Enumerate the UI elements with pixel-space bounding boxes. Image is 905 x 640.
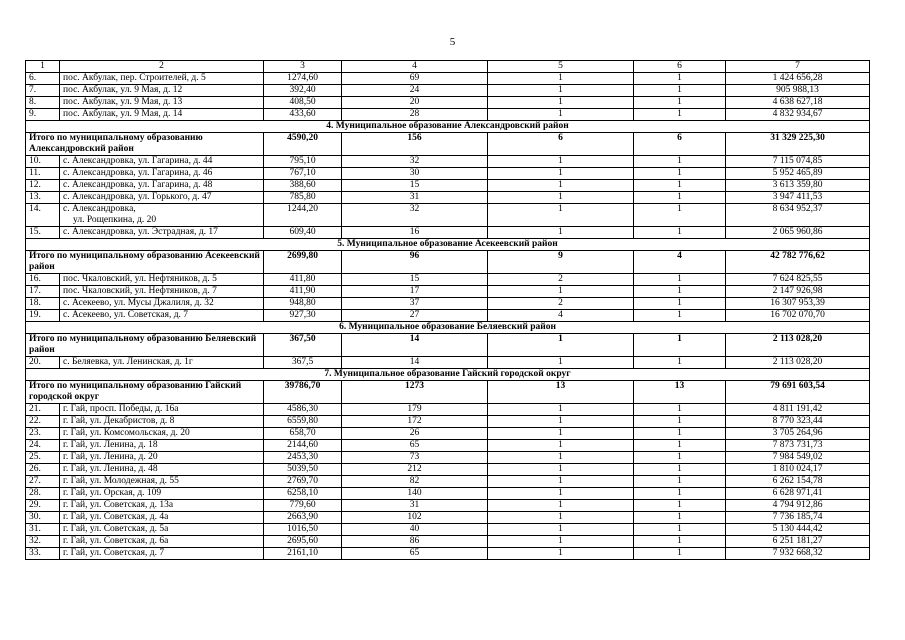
table-row — [26, 440, 870, 452]
header-row — [26, 61, 870, 73]
table-row — [26, 192, 870, 204]
col5-cell: 2 — [488, 298, 634, 310]
area-cell: 408,50 — [264, 97, 342, 109]
row-number: 26. — [26, 464, 60, 476]
people-cell: 14 — [342, 357, 488, 369]
area-cell: 948,80 — [264, 298, 342, 310]
row-number: 18. — [26, 298, 60, 310]
total-col6: 1 — [634, 334, 726, 357]
address-cell: пос. Акбулак, ул. 9 Мая, д. 12 — [60, 85, 264, 97]
header-cell: 5 — [488, 61, 634, 73]
table-row — [26, 286, 870, 298]
row-number: 15. — [26, 227, 60, 239]
table-row — [26, 500, 870, 512]
col6-cell: 1 — [634, 476, 726, 488]
address-cell: г. Гай, ул. Советская, д. 13а — [60, 500, 264, 512]
people-cell: 26 — [342, 428, 488, 440]
col5-cell: 1 — [488, 85, 634, 97]
header-cell: 4 — [342, 61, 488, 73]
row-number: 7. — [26, 85, 60, 97]
address-cell: г. Гай, ул. Декабристов, д. 8 — [60, 416, 264, 428]
table-body — [26, 61, 870, 560]
col6-cell: 1 — [634, 404, 726, 416]
row-number: 13. — [26, 192, 60, 204]
section-title: 4. Муниципальное образование Александровский район — [26, 121, 870, 133]
table-row — [26, 168, 870, 180]
address-cell: с. Александровка, ул. Гагарина, д. 48 — [60, 180, 264, 192]
address-cell: г. Гай, ул. Орская, д. 109 — [60, 488, 264, 500]
total-people: 1273 — [342, 381, 488, 404]
total-row — [26, 251, 870, 274]
col5-cell: 1 — [488, 524, 634, 536]
address-cell: с. Асекеево, ул. Советская, д. 7 — [60, 310, 264, 322]
table-row — [26, 85, 870, 97]
row-number: 29. — [26, 500, 60, 512]
col6-cell: 1 — [634, 73, 726, 85]
cost-cell: 2 147 926,98 — [726, 286, 870, 298]
area-cell: 4586,30 — [264, 404, 342, 416]
people-cell: 102 — [342, 512, 488, 524]
section-row — [26, 322, 870, 334]
people-cell: 31 — [342, 192, 488, 204]
row-number: 33. — [26, 548, 60, 560]
people-cell: 24 — [342, 85, 488, 97]
row-number: 9. — [26, 109, 60, 121]
total-row — [26, 334, 870, 357]
area-cell: 411,80 — [264, 274, 342, 286]
people-cell: 31 — [342, 500, 488, 512]
total-cost: 2 113 028,20 — [726, 334, 870, 357]
col5-cell: 1 — [488, 512, 634, 524]
cost-cell: 5 130 444,42 — [726, 524, 870, 536]
total-area: 2699,80 — [264, 251, 342, 274]
row-number: 20. — [26, 357, 60, 369]
row-number: 11. — [26, 168, 60, 180]
col6-cell: 1 — [634, 97, 726, 109]
cost-cell: 6 251 181,27 — [726, 536, 870, 548]
col6-cell: 1 — [634, 428, 726, 440]
cost-cell: 4 794 912,86 — [726, 500, 870, 512]
address-cell: г. Гай, ул. Ленина, д. 20 — [60, 452, 264, 464]
row-number: 27. — [26, 476, 60, 488]
col6-cell: 1 — [634, 310, 726, 322]
row-number: 16. — [26, 274, 60, 286]
col5-cell: 1 — [488, 180, 634, 192]
col5-cell: 1 — [488, 73, 634, 85]
area-cell: 1016,50 — [264, 524, 342, 536]
cost-cell: 7 932 668,32 — [726, 548, 870, 560]
people-cell: 172 — [342, 416, 488, 428]
total-col5: 9 — [488, 251, 634, 274]
total-row — [26, 381, 870, 404]
col6-cell: 1 — [634, 180, 726, 192]
col5-cell: 1 — [488, 500, 634, 512]
cost-cell: 4 811 191,42 — [726, 404, 870, 416]
col6-cell: 1 — [634, 286, 726, 298]
area-cell: 2144,60 — [264, 440, 342, 452]
header-cell: 6 — [634, 61, 726, 73]
address-cell: г. Гай, ул. Молодежная, д. 55 — [60, 476, 264, 488]
col5-cell: 1 — [488, 464, 634, 476]
cost-cell: 8 770 323,44 — [726, 416, 870, 428]
table-row — [26, 488, 870, 500]
area-cell: 1274,60 — [264, 73, 342, 85]
people-cell: 37 — [342, 298, 488, 310]
total-col6: 6 — [634, 133, 726, 156]
col6-cell: 1 — [634, 440, 726, 452]
area-cell: 367,5 — [264, 357, 342, 369]
header-cell: 2 — [60, 61, 264, 73]
col5-cell: 1 — [488, 440, 634, 452]
cost-cell: 1 424 656,28 — [726, 73, 870, 85]
people-cell: 17 — [342, 286, 488, 298]
page-number: 5 — [449, 36, 456, 48]
row-number: 23. — [26, 428, 60, 440]
address-cell — [60, 204, 264, 227]
table-row — [26, 524, 870, 536]
table-row — [26, 180, 870, 192]
cost-cell: 7 115 074,85 — [726, 156, 870, 168]
total-col5: 13 — [488, 381, 634, 404]
col5-cell: 1 — [488, 168, 634, 180]
table-row — [26, 464, 870, 476]
cost-cell: 7 984 549,02 — [726, 452, 870, 464]
address-cell: г. Гай, ул. Советская, д. 4а — [60, 512, 264, 524]
area-cell: 927,30 — [264, 310, 342, 322]
registry-table — [25, 60, 870, 560]
total-area: 4590,20 — [264, 133, 342, 156]
row-number: 22. — [26, 416, 60, 428]
header-cell: 3 — [264, 61, 342, 73]
section-row — [26, 121, 870, 133]
address-line-2: ул. Рощепкина, д. 20 — [73, 215, 157, 225]
table-row — [26, 73, 870, 85]
cost-cell: 2 113 028,20 — [726, 357, 870, 369]
cost-cell: 1 810 024,17 — [726, 464, 870, 476]
section-title: 7. Муниципальное образование Гайский городской округ — [26, 369, 870, 381]
address-cell: г. Гай, ул. Ленина, д. 18 — [60, 440, 264, 452]
address-cell: пос. Акбулак, ул. 9 Мая, д. 14 — [60, 109, 264, 121]
area-cell: 1244,20 — [264, 204, 342, 227]
row-number: 31. — [26, 524, 60, 536]
row-number: 8. — [26, 97, 60, 109]
section-row — [26, 239, 870, 251]
people-cell: 65 — [342, 548, 488, 560]
col6-cell: 1 — [634, 156, 726, 168]
row-number: 19. — [26, 310, 60, 322]
row-number: 14. — [26, 204, 60, 227]
col6-cell: 1 — [634, 416, 726, 428]
area-cell: 785,80 — [264, 192, 342, 204]
area-cell: 2695,60 — [264, 536, 342, 548]
row-number: 21. — [26, 404, 60, 416]
total-label: Итого по муниципальному образованию Асекеевский район — [26, 251, 264, 274]
people-cell: 16 — [342, 227, 488, 239]
col5-cell: 1 — [488, 109, 634, 121]
cost-cell: 4 638 627,18 — [726, 97, 870, 109]
cost-cell: 16 307 953,39 — [726, 298, 870, 310]
total-cost: 31 329 225,30 — [726, 133, 870, 156]
row-number: 17. — [26, 286, 60, 298]
address-line-1: с. Александровка, — [63, 204, 136, 214]
people-cell: 32 — [342, 156, 488, 168]
col5-cell: 1 — [488, 416, 634, 428]
col6-cell: 1 — [634, 192, 726, 204]
area-cell: 2453,30 — [264, 452, 342, 464]
section-title: 5. Муниципальное образование Асекеевский район — [26, 239, 870, 251]
cost-cell: 2 065 960,86 — [726, 227, 870, 239]
col6-cell: 1 — [634, 274, 726, 286]
cost-cell: 5 952 465,89 — [726, 168, 870, 180]
col6-cell: 1 — [634, 488, 726, 500]
col5-cell: 1 — [488, 488, 634, 500]
table-row — [26, 109, 870, 121]
people-cell: 140 — [342, 488, 488, 500]
area-cell: 6559,80 — [264, 416, 342, 428]
total-col5: 1 — [488, 334, 634, 357]
cost-cell: 4 832 934,67 — [726, 109, 870, 121]
col6-cell: 1 — [634, 512, 726, 524]
row-number: 10. — [26, 156, 60, 168]
area-cell: 658,70 — [264, 428, 342, 440]
address-cell: с. Александровка, ул. Гагарина, д. 46 — [60, 168, 264, 180]
people-cell: 15 — [342, 180, 488, 192]
cost-cell: 16 702 070,70 — [726, 310, 870, 322]
header-cell: 1 — [26, 61, 60, 73]
col5-cell: 1 — [488, 404, 634, 416]
area-cell: 767,10 — [264, 168, 342, 180]
col5-cell: 1 — [488, 536, 634, 548]
total-area: 367,50 — [264, 334, 342, 357]
col5-cell: 1 — [488, 286, 634, 298]
area-cell: 779,60 — [264, 500, 342, 512]
cost-cell: 7 873 731,73 — [726, 440, 870, 452]
table-row — [26, 548, 870, 560]
table-row — [26, 536, 870, 548]
area-cell: 2161,10 — [264, 548, 342, 560]
total-people: 156 — [342, 133, 488, 156]
section-row — [26, 369, 870, 381]
area-cell: 388,60 — [264, 180, 342, 192]
table-row — [26, 428, 870, 440]
people-cell: 86 — [342, 536, 488, 548]
table-row — [26, 156, 870, 168]
people-cell: 65 — [342, 440, 488, 452]
total-col6: 13 — [634, 381, 726, 404]
col5-cell: 1 — [488, 204, 634, 227]
cost-cell: 7 736 185,74 — [726, 512, 870, 524]
cost-cell: 6 262 154,78 — [726, 476, 870, 488]
area-cell: 433,60 — [264, 109, 342, 121]
cost-cell: 3 613 359,80 — [726, 180, 870, 192]
people-cell: 40 — [342, 524, 488, 536]
table-row — [26, 204, 870, 227]
address-cell: пос. Акбулак, пер. Строителей, д. 5 — [60, 73, 264, 85]
table-row — [26, 298, 870, 310]
table-row — [26, 357, 870, 369]
address-cell: г. Гай, ул. Советская, д. 7 — [60, 548, 264, 560]
cost-cell: 3 947 411,53 — [726, 192, 870, 204]
col6-cell: 1 — [634, 524, 726, 536]
address-cell: пос. Чкаловский, ул. Нефтяников, д. 7 — [60, 286, 264, 298]
row-number: 32. — [26, 536, 60, 548]
col6-cell: 1 — [634, 452, 726, 464]
table-row — [26, 452, 870, 464]
col5-cell: 1 — [488, 357, 634, 369]
total-people: 96 — [342, 251, 488, 274]
cost-cell: 905 988,13 — [726, 85, 870, 97]
total-row — [26, 133, 870, 156]
address-cell: пос. Чкаловский, ул. Нефтяников, д. 5 — [60, 274, 264, 286]
address-cell: пос. Акбулак, ул. 9 Мая, д. 13 — [60, 97, 264, 109]
row-number: 24. — [26, 440, 60, 452]
col6-cell: 1 — [634, 500, 726, 512]
table-row — [26, 476, 870, 488]
col6-cell: 1 — [634, 227, 726, 239]
cost-cell: 7 624 825,55 — [726, 274, 870, 286]
table-row — [26, 227, 870, 239]
col6-cell: 1 — [634, 109, 726, 121]
row-number: 28. — [26, 488, 60, 500]
people-cell: 69 — [342, 73, 488, 85]
row-number: 6. — [26, 73, 60, 85]
people-cell: 73 — [342, 452, 488, 464]
address-cell: г. Гай, ул. Комсомольская, д. 20 — [60, 428, 264, 440]
address-cell: с. Асекеево, ул. Мусы Джалиля, д. 32 — [60, 298, 264, 310]
cost-cell: 6 628 971,41 — [726, 488, 870, 500]
col6-cell: 1 — [634, 298, 726, 310]
area-cell: 2769,70 — [264, 476, 342, 488]
people-cell: 27 — [342, 310, 488, 322]
col6-cell: 1 — [634, 85, 726, 97]
col5-cell: 4 — [488, 310, 634, 322]
table-row — [26, 416, 870, 428]
table-row — [26, 310, 870, 322]
address-cell: с. Александровка, ул. Горького, д. 47 — [60, 192, 264, 204]
section-title: 6. Муниципальное образование Беляевский район — [26, 322, 870, 334]
col5-cell: 1 — [488, 156, 634, 168]
table-row — [26, 97, 870, 109]
address-cell: с. Александровка, ул. Эстрадная, д. 17 — [60, 227, 264, 239]
address-cell: г. Гай, просп. Победы, д. 16а — [60, 404, 264, 416]
row-number: 30. — [26, 512, 60, 524]
total-label: Итого по муниципальному образованию Александровский район — [26, 133, 264, 156]
address-cell: г. Гай, ул. Советская, д. 6а — [60, 536, 264, 548]
people-cell: 15 — [342, 274, 488, 286]
people-cell: 32 — [342, 204, 488, 227]
col6-cell: 1 — [634, 536, 726, 548]
total-label: Итого по муниципальному образованию Гайский городской округ — [26, 381, 264, 404]
address-cell: г. Гай, ул. Советская, д. 5а — [60, 524, 264, 536]
header-cell: 7 — [726, 61, 870, 73]
col6-cell: 1 — [634, 204, 726, 227]
total-label: Итого по муниципальному образованию Беляевский район — [26, 334, 264, 357]
total-cost: 79 691 603,54 — [726, 381, 870, 404]
people-cell: 28 — [342, 109, 488, 121]
address-cell: с. Александровка, ул. Гагарина, д. 44 — [60, 156, 264, 168]
area-cell: 392,40 — [264, 85, 342, 97]
people-cell: 82 — [342, 476, 488, 488]
area-cell: 2663,90 — [264, 512, 342, 524]
area-cell: 609,40 — [264, 227, 342, 239]
cost-cell: 3 705 264,96 — [726, 428, 870, 440]
row-number: 25. — [26, 452, 60, 464]
col5-cell: 1 — [488, 452, 634, 464]
people-cell: 30 — [342, 168, 488, 180]
people-cell: 179 — [342, 404, 488, 416]
col6-cell: 1 — [634, 168, 726, 180]
col5-cell: 1 — [488, 97, 634, 109]
area-cell: 795,10 — [264, 156, 342, 168]
table-row — [26, 512, 870, 524]
col6-cell: 1 — [634, 464, 726, 476]
address-cell: с. Беляевка, ул. Ленинская, д. 1г — [60, 357, 264, 369]
total-people: 14 — [342, 334, 488, 357]
people-cell: 20 — [342, 97, 488, 109]
col5-cell: 1 — [488, 476, 634, 488]
total-col5: 6 — [488, 133, 634, 156]
address-cell: г. Гай, ул. Ленина, д. 48 — [60, 464, 264, 476]
people-cell: 212 — [342, 464, 488, 476]
total-cost: 42 782 776,62 — [726, 251, 870, 274]
area-cell: 6258,10 — [264, 488, 342, 500]
col5-cell: 2 — [488, 274, 634, 286]
row-number: 12. — [26, 180, 60, 192]
col5-cell: 1 — [488, 548, 634, 560]
total-area: 39786,70 — [264, 381, 342, 404]
area-cell: 5039,50 — [264, 464, 342, 476]
table-row — [26, 274, 870, 286]
col6-cell: 1 — [634, 357, 726, 369]
total-col6: 4 — [634, 251, 726, 274]
col5-cell: 1 — [488, 192, 634, 204]
table-row — [26, 404, 870, 416]
col5-cell: 1 — [488, 227, 634, 239]
area-cell: 411,90 — [264, 286, 342, 298]
cost-cell: 8 634 952,37 — [726, 204, 870, 227]
col5-cell: 1 — [488, 428, 634, 440]
col6-cell: 1 — [634, 548, 726, 560]
